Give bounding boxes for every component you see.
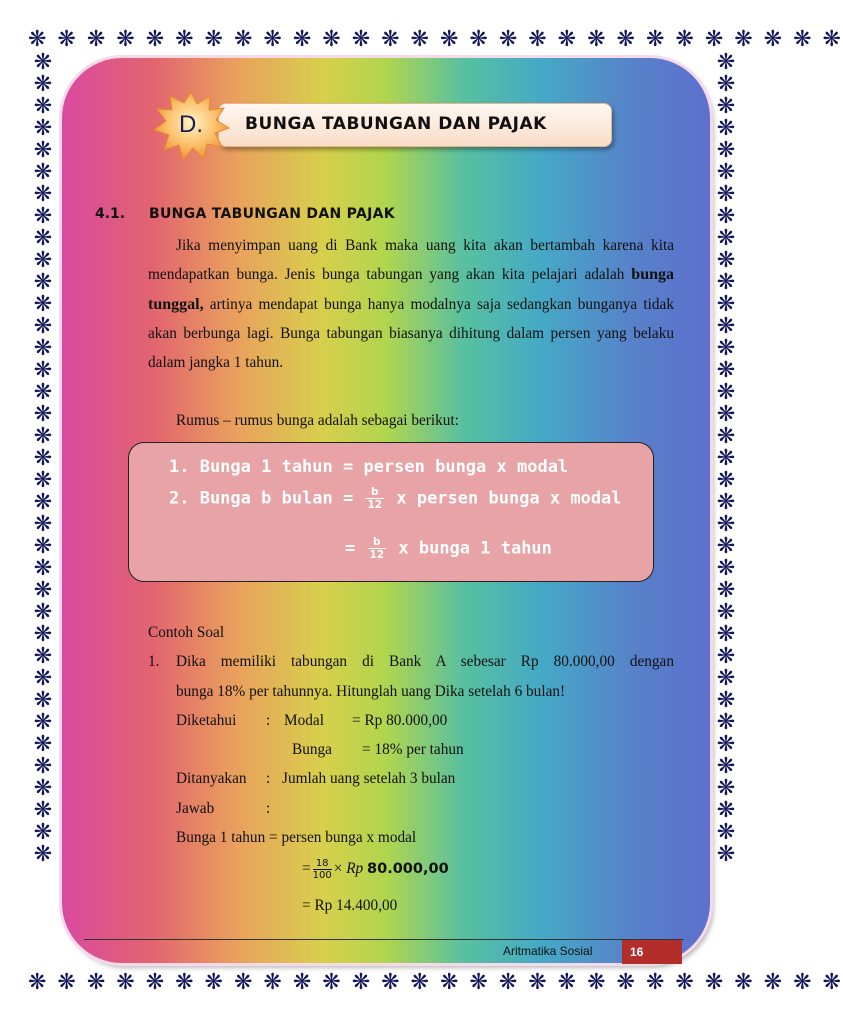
formula-3-prefix: = [345, 538, 356, 559]
calc-amount: 80.000,00 [367, 861, 449, 878]
formula-line-3 [345, 536, 552, 561]
fraction-denominator: 12 [367, 499, 383, 511]
formula-intro: Rumus – rumus bunga adalah sebagai berikut: [176, 412, 459, 429]
fraction-numerator: b [373, 536, 381, 548]
calc-result: = Rp 14.400,00 [302, 897, 398, 914]
border-right: ❋❋❋❋❋❋❋❋❋❋❋❋❋❋❋❋❋❋❋❋❋❋❋❋❋❋❋❋❋❋❋❋❋❋❋❋❋ [716, 50, 736, 867]
section-title: BUNGA TABUNGAN DAN PAJAK [149, 206, 395, 222]
formula-2-suffix: x persen bunga x modal [396, 488, 622, 509]
formula-line-2 [169, 486, 622, 511]
times-sign: × [333, 860, 343, 878]
fraction-numerator: b [371, 486, 379, 498]
fraction-b-over-12-second [368, 536, 387, 561]
formula-line-1: 1. Bunga 1 tahun = persen bunga x modal [169, 457, 569, 477]
example-problem-line-2: bunga 18% per tahunnya. Hitunglah uang Dika setelah 6 bulan! [176, 683, 566, 700]
asked-value: Jumlah uang setelah 3 bulan [282, 770, 456, 787]
known-colon: : [266, 712, 271, 729]
bunga-value: = 18% per tahun [362, 741, 464, 758]
intro-text-part2: artinya mendapat bunga hanya modalnya saja sedangkan bunganya tidak akan berbunga lagi. Bunga tabungan biasanya dihitung dalam persen yang belaku dalam jangka 1 tahun. [148, 295, 674, 372]
formula-box [128, 442, 654, 582]
footer-chapter-label: Aritmatika Sosial [503, 944, 593, 958]
fraction-18-over-100 [313, 858, 332, 881]
intro-text-part1: Jika menyimpan uang di Bank maka uang kita akan bertambah karena kita mendapatkan bunga. Jenis bunga tabungan yang akan kita pelajari adalah [148, 237, 674, 284]
border-bottom: ❋ ❋ ❋ ❋ ❋ ❋ ❋ ❋ ❋ ❋ ❋ ❋ ❋ ❋ ❋ ❋ ❋ ❋ ❋ ❋ ❋ ❋ ❋ ❋ ❋ ❋ ❋ ❋ [28, 970, 843, 995]
formula-3-suffix: x bunga 1 tahun [398, 538, 552, 559]
calc-line-2 [302, 858, 449, 881]
heading-title: BUNGA TABUNGAN DAN PAJAK [245, 114, 547, 134]
rp-symbol: Rp [346, 860, 364, 878]
answer-label: Jawab [176, 800, 215, 817]
modal-value: = Rp 80.000,00 [352, 712, 448, 729]
intro-bold-term: bunga tunggal, [148, 266, 674, 313]
fraction-b-over-12 [365, 486, 384, 511]
fraction-denominator: 100 [312, 870, 332, 881]
known-label: Diketahui [176, 712, 237, 729]
calc-equals: = [302, 860, 311, 878]
border-top: ❋ ❋ ❋ ❋ ❋ ❋ ❋ ❋ ❋ ❋ ❋ ❋ ❋ ❋ ❋ ❋ ❋ ❋ ❋ ❋ ❋ ❋ ❋ ❋ ❋ ❋ ❋ ❋ [28, 27, 843, 52]
heading-banner [218, 103, 612, 147]
section-badge-letter: D. [179, 111, 203, 138]
fraction-numerator: 18 [315, 858, 329, 869]
fraction-denominator: 12 [369, 549, 385, 561]
modal-label: Modal [284, 712, 324, 729]
calc-line-1: Bunga 1 tahun = persen bunga x modal [176, 829, 417, 846]
example-problem-line-1: Dika memiliki tabungan di Bank A sebesar Rp 80.000,00 dengan [176, 653, 674, 670]
asked-colon: : [266, 770, 271, 787]
intro-paragraph [148, 231, 674, 377]
answer-colon: : [266, 800, 271, 817]
asked-label: Ditanyakan [176, 770, 247, 787]
section-number: 4.1. [95, 206, 126, 222]
page-number: 16 [622, 940, 682, 964]
border-left: ❋❋❋❋❋❋❋❋❋❋❋❋❋❋❋❋❋❋❋❋❋❋❋❋❋❋❋❋❋❋❋❋❋❋❋❋❋ [33, 50, 53, 867]
example-heading: Contoh Soal [148, 624, 225, 641]
footer-divider [84, 939, 684, 940]
example-item-number: 1. [148, 653, 160, 670]
bunga-label: Bunga [292, 741, 332, 758]
formula-2-prefix: 2. Bunga b bulan = [169, 488, 354, 509]
